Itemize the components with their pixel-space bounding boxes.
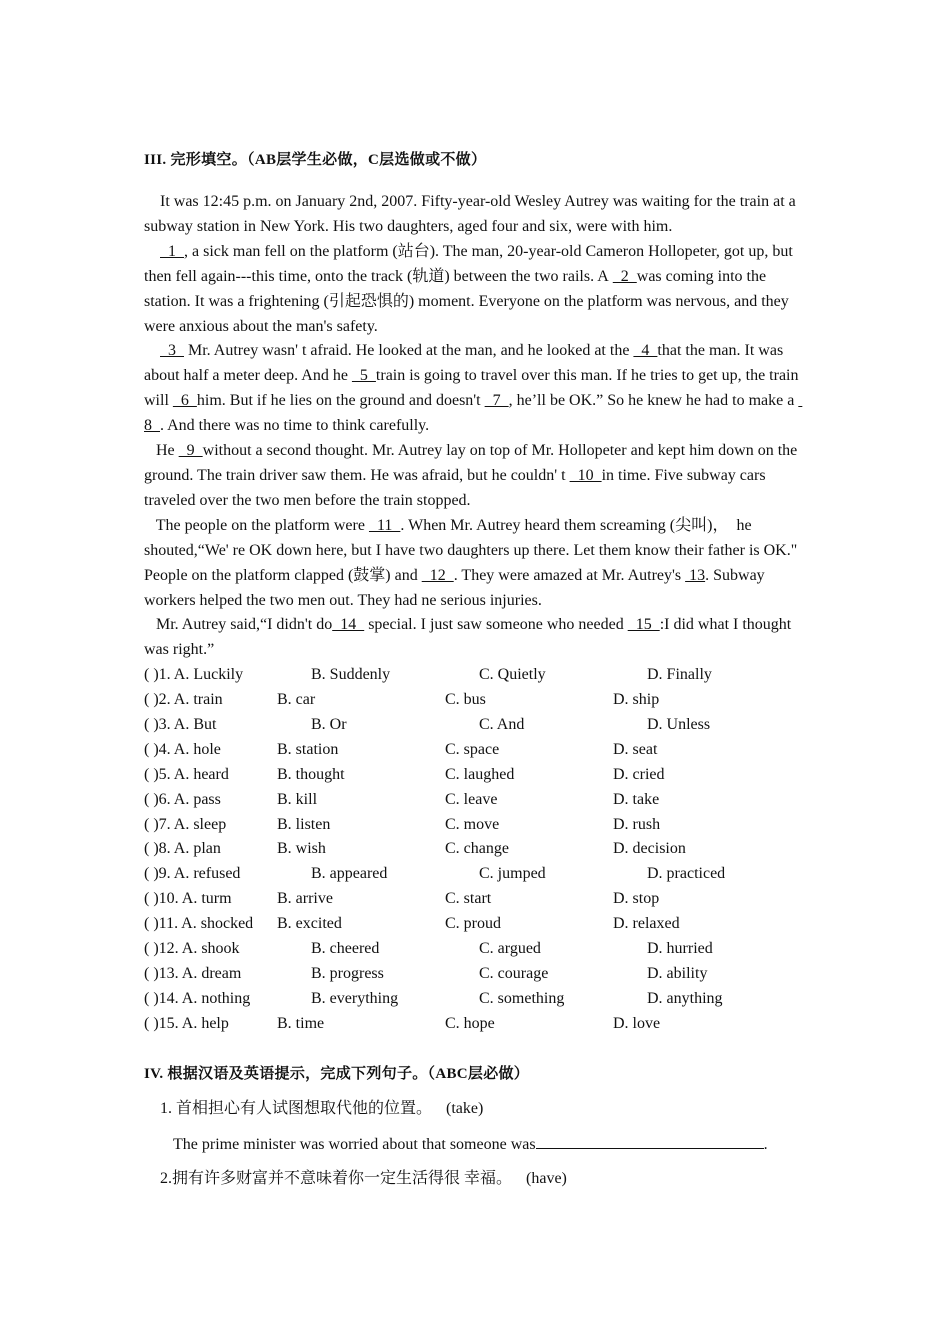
option-d[interactable]: D. take [613, 790, 660, 808]
passage-paragraph [144, 240, 809, 340]
option-d[interactable]: D. decision [613, 840, 686, 858]
passage-text: He [144, 442, 179, 460]
option-c[interactable]: C. courage [479, 964, 549, 982]
passage-text: The people on the platform were [144, 516, 369, 534]
option-row [144, 937, 809, 962]
passage-text: in time. Five subway cars traveled over the two men before the train stopped. [144, 466, 766, 509]
question-2-text: 2.拥有许多财富并不意味着你一定生活得很 幸福。 [160, 1169, 513, 1187]
answer-blank[interactable]: 6 [172, 392, 197, 410]
passage-text: . Subway workers helped the two men out. They had ne serious injuries. [144, 566, 765, 609]
option-d[interactable]: D. anything [647, 989, 723, 1007]
worksheet-page [144, 148, 809, 1191]
answer-blank[interactable]: 9 [178, 442, 203, 460]
answer-blank[interactable]: 13 [685, 566, 706, 584]
passage-text: . They were amazed at Mr. Autrey's [453, 566, 686, 584]
option-a[interactable]: ( )4. A. hole [144, 740, 221, 758]
option-c[interactable]: C. leave [445, 790, 498, 808]
answer-blank[interactable]: 3 [160, 342, 184, 360]
answer-blank[interactable]: 5 [351, 367, 376, 385]
passage-text: . And there was no time to think carefully. [160, 417, 430, 435]
option-row [144, 962, 809, 987]
option-b[interactable]: B. progress [311, 964, 384, 982]
answer-blank[interactable]: 11 [368, 516, 401, 534]
option-c[interactable]: C. laughed [445, 765, 515, 783]
option-a[interactable]: ( )7. A. sleep [144, 815, 227, 833]
option-a[interactable]: ( )5. A. heard [144, 765, 229, 783]
answer-blank[interactable]: 14 [332, 616, 365, 634]
passage-paragraph [144, 190, 809, 240]
option-c[interactable]: C. space [445, 740, 500, 758]
option-b[interactable]: B. excited [277, 915, 342, 933]
passage-text [144, 342, 160, 359]
cloze-passage [144, 190, 809, 663]
answer-blank[interactable]: 12 [421, 566, 454, 584]
passage-text [144, 243, 160, 260]
translation-question-2 [160, 1167, 809, 1191]
passage-paragraph [144, 514, 809, 614]
answer-blank[interactable]: 4 [633, 342, 658, 360]
section-4-title: IV. 根据汉语及英语提示，完成下列句子。（ABC层必做） [144, 1065, 530, 1082]
option-d[interactable]: D. Finally [647, 666, 712, 684]
option-c[interactable]: C. hope [445, 1014, 495, 1032]
option-d[interactable]: D. hurried [647, 940, 713, 958]
passage-paragraph [144, 439, 809, 514]
option-a[interactable]: ( )15. A. help [144, 1014, 229, 1032]
question-1-text: 1. 首相担心有人试图想取代他的位置。 [160, 1099, 433, 1117]
option-b[interactable]: B. appeared [311, 865, 388, 883]
question-1-hint: (take) [446, 1099, 484, 1117]
option-row [144, 912, 809, 937]
option-c[interactable]: C. Quietly [479, 666, 546, 684]
option-row [144, 987, 809, 1012]
passage-text: , a sick man fell on the platform (站台). The man, 20-year-old Cameron Hollopeter, got up, but then fell again---this time, onto the track (轨道) between the two rails. A [144, 242, 793, 285]
option-a[interactable]: ( )6. A. pass [144, 790, 221, 808]
option-a[interactable]: ( )12. A. shook [144, 940, 240, 958]
option-row [144, 813, 809, 838]
option-b[interactable]: B. Or [311, 716, 347, 733]
option-d[interactable]: D. stop [613, 890, 660, 908]
option-b[interactable]: B. Suddenly [311, 666, 391, 684]
answer-blank[interactable]: 15 [627, 616, 660, 634]
option-b[interactable]: B. arrive [277, 890, 333, 908]
option-c[interactable]: C. argued [479, 940, 541, 958]
option-d[interactable]: D. practiced [647, 865, 726, 883]
option-a[interactable]: ( )8. A. plan [144, 840, 221, 858]
option-row [144, 763, 809, 788]
option-c[interactable]: C. bus [445, 691, 486, 709]
option-a[interactable]: ( )3. A. But [144, 716, 217, 733]
option-b[interactable]: B. cheered [311, 940, 380, 958]
option-a[interactable]: ( )9. A. refused [144, 865, 241, 883]
option-c[interactable]: C. And [479, 716, 525, 733]
option-d[interactable]: D. rush [613, 815, 661, 833]
option-d[interactable]: D. relaxed [613, 915, 680, 933]
option-row [144, 738, 809, 763]
option-d[interactable]: D. ship [613, 691, 660, 709]
translation-question-1 [160, 1097, 809, 1121]
option-row [144, 788, 809, 813]
passage-text: Mr. Autrey said,“I didn't do [144, 616, 333, 634]
option-row [144, 663, 809, 688]
passage-text: that the man. It was about half a meter deep. And he [144, 342, 784, 385]
option-c[interactable]: C. change [445, 840, 509, 858]
option-d[interactable]: D. seat [613, 740, 658, 758]
option-c[interactable]: C. start [445, 890, 492, 908]
option-a[interactable]: ( )10. A. turm [144, 890, 232, 908]
option-c[interactable]: C. move [445, 815, 500, 833]
passage-text: Mr. Autrey wasn' t afraid. He looked at the man, and he looked at the [184, 342, 634, 360]
answer-blank[interactable]: 10 [569, 466, 602, 484]
passage-paragraph [144, 613, 809, 663]
passage-text: It was 12:45 p.m. on January 2nd, 2007. Fifty-year-old Wesley Autrey was waiting for the train at a subway station in New York. His two daughters, aged four and six, were with him. [144, 193, 796, 235]
option-row [144, 1012, 809, 1037]
answer-blank[interactable]: 2 [612, 267, 637, 285]
answer-blank[interactable]: 1 [160, 242, 184, 260]
option-c[interactable]: C. proud [445, 915, 501, 933]
option-b[interactable]: B. kill [277, 790, 318, 808]
option-row [144, 688, 809, 713]
option-d[interactable]: D. Unless [647, 716, 711, 733]
passage-paragraph [144, 339, 809, 439]
option-d[interactable]: D. love [613, 1014, 661, 1032]
option-b[interactable]: B. station [277, 740, 339, 758]
answer-1-suffix: . [763, 1135, 768, 1153]
option-b[interactable]: B. time [277, 1014, 325, 1032]
question-1-answer-line [173, 1132, 809, 1156]
passage-text: without a second thought. Mr. Autrey lay on top of Mr. Hollopeter and kept him down on the ground. The train driver saw them. He was afraid, but he couldn' t [144, 442, 798, 484]
cloze-options [144, 663, 809, 1036]
passage-text: . When Mr. Autrey heard them screaming (尖叫)， he shouted,“We' re OK down here, but I have two daughters up there. Let them know their father is OK." People on the platform clapped (鼓掌) and [144, 516, 798, 584]
option-row [144, 713, 809, 738]
option-b[interactable]: B. thought [277, 765, 345, 783]
passage-text: special. I just saw someone who needed [364, 616, 628, 634]
answer-1-blank[interactable] [536, 1132, 764, 1149]
option-a[interactable]: ( )11. A. shocked [144, 915, 254, 933]
passage-text: train is going to travel over this man. If he tries to get up, the train will [144, 367, 799, 410]
section-3-title: III. 完形填空。（AB层学生必做，C层选做或不做） [144, 152, 487, 168]
option-b[interactable]: B. car [277, 691, 316, 709]
option-row [144, 862, 809, 887]
option-row [144, 887, 809, 912]
option-row [144, 837, 809, 862]
passage-text: was coming into the station. It was a frightening (引起恐惧的) moment. Everyone on the platform was nervous, and they were anxious about the man's safety. [144, 267, 789, 335]
option-b[interactable]: B. listen [277, 815, 331, 833]
option-c[interactable]: C. something [479, 989, 565, 1007]
option-a[interactable]: ( )13. A. dream [144, 964, 242, 982]
passage-text: , he’ll be OK.” So he knew he had to make a [508, 392, 799, 410]
option-a[interactable]: ( )14. A. nothing [144, 989, 251, 1007]
passage-text: :I did what I thought was right.” [144, 616, 792, 659]
answer-1-prefix: The prime minister was worried about that someone was [173, 1135, 536, 1153]
option-d[interactable]: D. cried [613, 765, 665, 783]
answer-blank[interactable]: 7 [484, 392, 509, 410]
option-b[interactable]: B. wish [277, 840, 326, 858]
option-a[interactable]: ( )2. A. train [144, 691, 223, 709]
option-a[interactable]: ( )1. A. Luckily [144, 666, 244, 684]
option-c[interactable]: C. jumped [479, 865, 546, 883]
question-2-hint: (have) [526, 1169, 567, 1187]
option-d[interactable]: D. ability [647, 964, 708, 982]
passage-text: him. But if he lies on the ground and doesn't [196, 392, 485, 410]
answer-blank[interactable]: 8 [144, 392, 803, 435]
option-b[interactable]: B. everything [311, 989, 399, 1007]
